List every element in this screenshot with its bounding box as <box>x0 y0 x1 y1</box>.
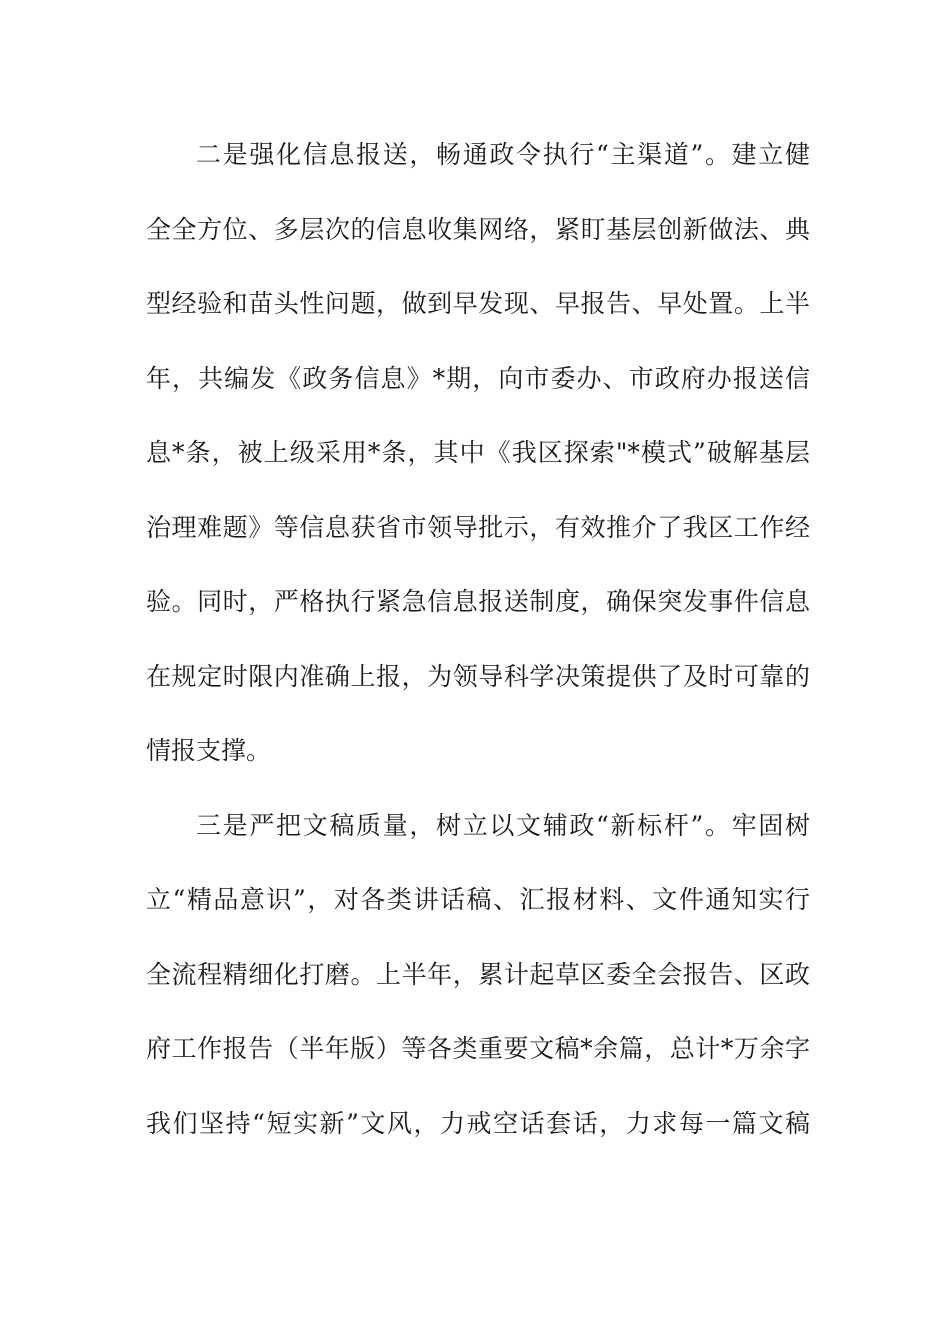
document-body <box>146 130 810 1173</box>
paragraph-line: 我们坚持“短实新”文风，力戒空话套话，力求每一篇文稿 <box>146 1108 810 1138</box>
paragraph-line: 型经验和苗头性问题，做到早发现、早报告、早处置。上半 <box>146 289 810 318</box>
paragraph-line: 三是严把文稿质量，树立以文辅政“新标杆”。牢固树 <box>196 810 810 840</box>
paragraph-line: 全流程精细化打磨。上半年，累计起草区委全会报告、区政 <box>146 959 810 989</box>
paragraph-line: 息*条，被上级采用*条，其中《我区探索"*模式”破解基层 <box>146 438 810 467</box>
paragraph-line: 治理难题》等信息获省市领导批示，有效推介了我区工作经 <box>146 512 810 542</box>
paragraph-line: 情报支撑。 <box>146 736 272 765</box>
paragraph-line: 立“精品意识”，对各类讲话稿、汇报材料、文件通知实行 <box>146 885 810 914</box>
paragraph-line: 在规定时限内准确上报，为领导科学决策提供了及时可靠的 <box>146 661 810 691</box>
paragraph-line: 二是强化信息报送，畅通政令执行“主渠道”。建立健 <box>196 140 810 169</box>
paragraph-line: 府工作报告（半年版）等各类重要文稿*余篇，总计*万余字 <box>146 1034 810 1063</box>
paragraph-line: 全全方位、多层次的信息收集网络，紧盯基层创新做法、典 <box>146 214 810 244</box>
paragraph-information-reporting <box>146 130 810 801</box>
paragraph-document-quality <box>146 801 810 1174</box>
paragraph-line: 验。同时，严格执行紧急信息报送制度，确保突发事件信息 <box>146 587 810 616</box>
paragraph-line: 年，共编发《政务信息》*期，向市委办、市政府办报送信 <box>146 363 810 393</box>
